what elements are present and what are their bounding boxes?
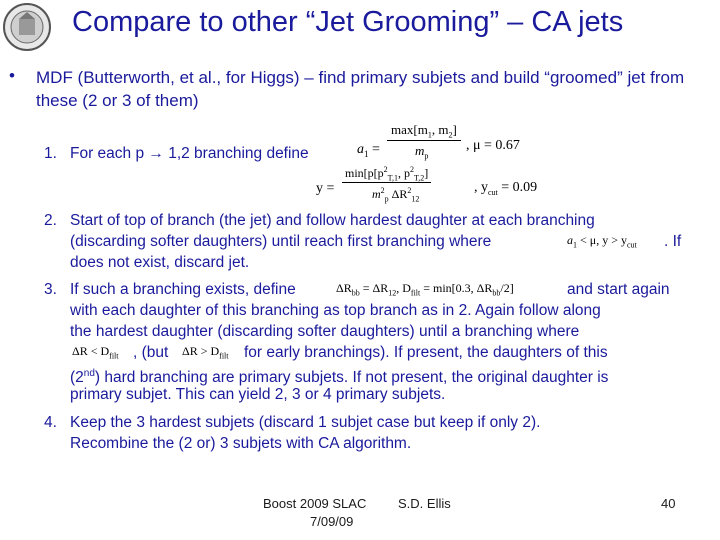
step-3-line-1: If such a branching exists, define — [70, 281, 296, 298]
step-3-line-5: (2nd) hard branching are primary subjets. If not present, the original daughter is — [70, 368, 609, 387]
step-4-line-1: Keep the 3 hardest subjets (discard 1 subjet case but keep if only 2). — [70, 414, 541, 431]
step-2-line-1: Start of top of branch (the jet) and follow hardest daughter at each branching — [70, 212, 595, 229]
formula-ycut: , $y_{cut} = 0.09$ — [474, 180, 538, 197]
bullet-text: MDF (Butterworth, et al., for Higgs) – find primary subjets and build “groomed” jet from these (2 or 3 of them) — [36, 68, 685, 110]
step-2-line-3: does not exist, discard jet. — [70, 254, 250, 271]
step-3-number: 3. — [44, 281, 57, 298]
step-3-line-3: the hardest daughter (discarding softer daughters) until a branching where — [70, 323, 580, 340]
formula-deltaR-less-dfilt: $\Delta R < D_{filt}$ — [72, 344, 119, 361]
footer-venue: Boost 2009 SLAC — [263, 496, 367, 511]
footer-date: 7/09/09 — [310, 514, 354, 529]
step-4-line-2: Recombine the (2 or) 3 subjets with CA algorithm. — [70, 435, 412, 452]
step-2-line-2: (discarding softer daughters) until reach first branching where — [70, 233, 492, 250]
step-1-text: For each p → 1,2 branching define — [70, 145, 309, 162]
step-3-line-4-tail: for early branchings). If present, the daughters of this — [244, 344, 608, 361]
formula-branch-condition: $a_1 < \mu$, $y > y_{cut}$ — [567, 233, 637, 250]
step-1-number: 1. — [44, 145, 57, 162]
formula-deltaR-greater-dfilt: $\Delta R > D_{filt}$ — [182, 344, 229, 361]
formula-y: y = $\min[p[p^2_{T,1}$, $p^2_{T,2}$] $m^2_p$ $\Delta R^2_{12}$ — [316, 165, 486, 209]
footer-author: S.D. Ellis — [398, 496, 451, 511]
step-3-line-1-tail: and start again — [567, 281, 670, 298]
step-3-line-6: primary subjet. This can yield 2, 3 or 4 primary subjets. — [70, 386, 446, 403]
slide-title: Compare to other “Jet Grooming” – CA jets — [72, 6, 624, 38]
step-2-number: 2. — [44, 212, 57, 229]
university-seal-logo — [2, 2, 52, 52]
formula-dfilt-definition: $\Delta R_{bb} = \Delta R_{12}$, $D_{filt} = \min[0.3$, $\Delta R_{bb}/2$] — [336, 281, 514, 298]
step-4-number: 4. — [44, 414, 57, 431]
step-3-line-4-but: , (but — [133, 344, 169, 361]
bullet-marker: • — [9, 66, 15, 85]
footer-page-number: 40 — [661, 496, 676, 511]
step-3-line-2: with each daughter of this branching as top branch as in 2. Again follow along — [70, 302, 601, 319]
formula-mu: , μ = 0.67 — [466, 138, 520, 153]
step-2-line-2-tail: . If — [664, 233, 682, 250]
